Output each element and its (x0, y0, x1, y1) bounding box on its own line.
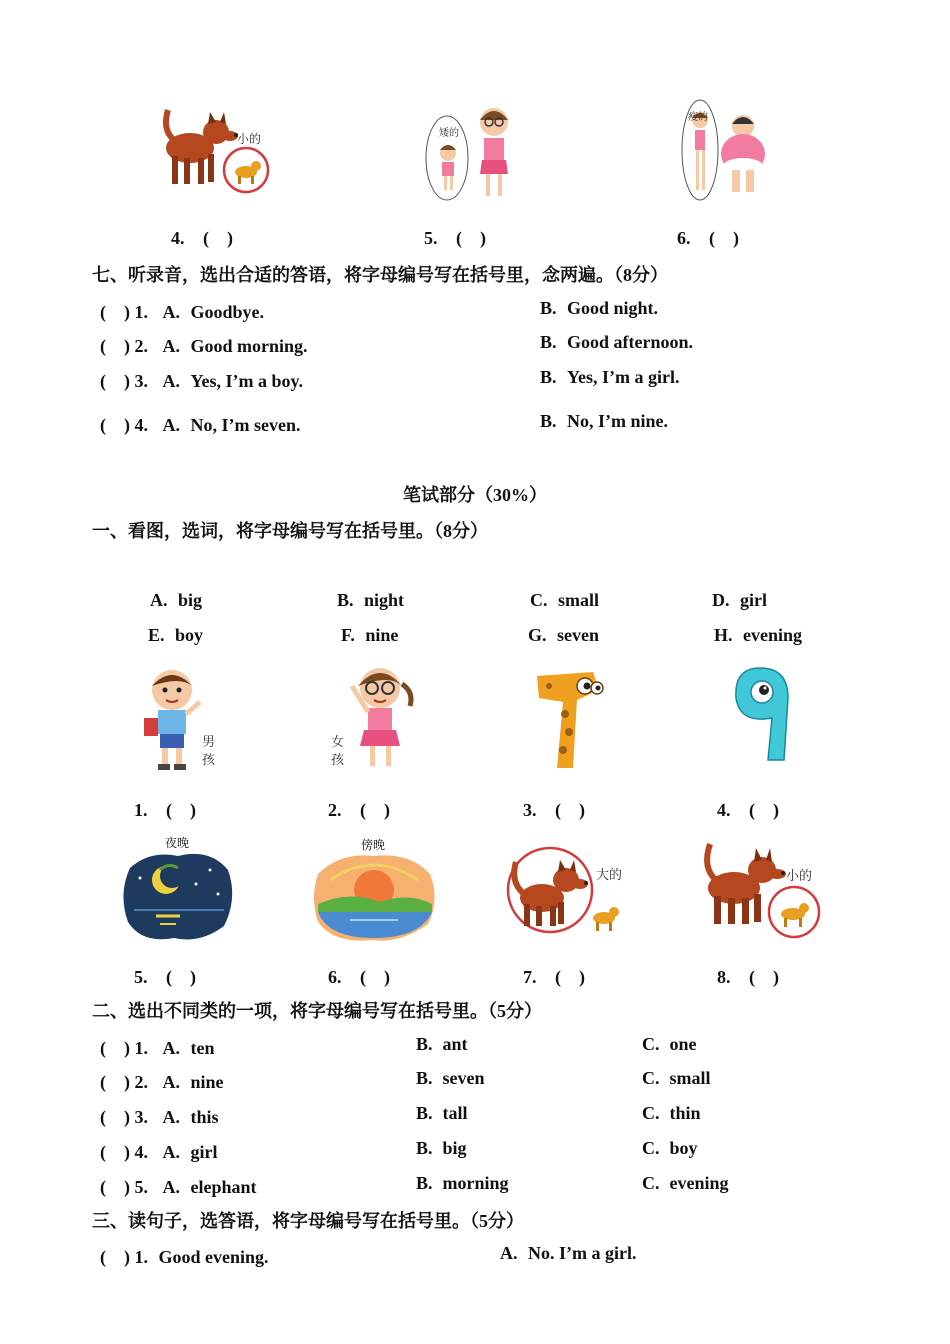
picture-item-1 (134, 796, 196, 822)
written-part-title: 笔试部分（30%） (403, 485, 547, 505)
option-letter: C. (642, 1173, 660, 1193)
picture-item-7 (523, 963, 585, 989)
part2-row-5-b (416, 1173, 509, 1194)
option-letter: A. (162, 1072, 180, 1092)
picture-caption: 傍晚 (361, 838, 386, 852)
evening-picture (310, 850, 438, 944)
picture-caption: 大的 (596, 868, 623, 883)
option-letter: G. (528, 625, 547, 645)
option-text: ten (190, 1038, 215, 1058)
part2-row-2-b (416, 1068, 485, 1089)
option-letter: C. (642, 1068, 660, 1088)
word-option-b (337, 590, 404, 611)
option-text: Goodbye. (190, 302, 265, 322)
word-option-a (150, 590, 202, 611)
option-letter: B. (416, 1103, 433, 1123)
picture-caption: 男孩 (202, 735, 216, 768)
part2-row-5 (100, 1173, 257, 1199)
answer-blank[interactable]: ( ) (555, 800, 585, 820)
short-girl-picture (422, 100, 522, 202)
item-number: 5. (424, 228, 438, 248)
item-number: 1. (134, 800, 148, 820)
option-text: evening (743, 625, 803, 645)
section7-row-2 (100, 332, 308, 358)
option-text: this (190, 1107, 219, 1127)
option-text: nine (365, 625, 399, 645)
option-letter: A. (162, 415, 180, 435)
option-text: ant (442, 1034, 468, 1054)
part2-title: 二、选出不同类的一项，将字母编号写在括号里。（5分） (92, 1001, 542, 1021)
part2-row-1 (100, 1034, 215, 1060)
dog-small-picture-2 (698, 834, 824, 940)
word-option-e (148, 625, 203, 646)
part2-row-1-b (416, 1034, 468, 1055)
option-letter: C. (642, 1034, 660, 1054)
picture-caption: 小的 (786, 869, 813, 884)
option-letter: B. (540, 367, 557, 387)
option-letter: A. (162, 302, 180, 322)
option-letter: F. (341, 625, 355, 645)
answer-blank[interactable]: ( ) (100, 415, 130, 435)
part2-row-3 (100, 1103, 219, 1129)
top-item-6 (677, 224, 739, 250)
item-number: 3. (134, 1107, 148, 1127)
section7-row-2-b (540, 332, 693, 353)
item-number: 1. (134, 302, 148, 322)
item-number: 2. (328, 800, 342, 820)
option-text: No, I’m seven. (190, 415, 301, 435)
option-letter: A. (162, 1142, 180, 1162)
answer-blank[interactable]: ( ) (360, 800, 390, 820)
option-text: No, I’m nine. (567, 411, 669, 431)
option-letter: B. (416, 1034, 433, 1054)
section7-row-4 (100, 411, 301, 437)
option-text: night (364, 590, 405, 610)
item-number: 3. (523, 800, 537, 820)
item-number: 3. (134, 371, 148, 391)
answer-blank[interactable]: ( ) (360, 967, 390, 987)
item-number: 2. (134, 336, 148, 356)
part2-row-1-c (642, 1034, 697, 1055)
option-letter: B. (416, 1138, 433, 1158)
picture-caption: 女孩 (331, 735, 345, 768)
picture-item-3 (523, 796, 585, 822)
option-letter: A. (162, 1107, 180, 1127)
answer-blank[interactable]: ( ) (100, 1072, 130, 1092)
answer-blank[interactable]: ( ) (555, 967, 585, 987)
answer-blank[interactable]: ( ) (100, 1038, 130, 1058)
picture-caption: 夜晚 (165, 836, 190, 850)
option-text: big (178, 590, 203, 610)
answer-blank[interactable]: ( ) (100, 336, 130, 356)
option-letter: A. (500, 1243, 518, 1263)
item-number: 1. (134, 1038, 148, 1058)
item-number: 2. (134, 1072, 148, 1092)
item-number: 1. (134, 1247, 148, 1267)
item-number: 5. (134, 967, 148, 987)
part2-row-2 (100, 1068, 224, 1094)
picture-item-5 (134, 963, 196, 989)
item-number: 6. (677, 228, 691, 248)
answer-blank[interactable]: ( ) (100, 1107, 130, 1127)
picture-caption: 瘦的 (688, 112, 708, 123)
answer-blank[interactable]: ( ) (100, 1247, 130, 1267)
option-text: evening (669, 1173, 729, 1193)
option-text: elephant (190, 1177, 257, 1197)
option-letter: H. (714, 625, 733, 645)
item-number: 6. (328, 967, 342, 987)
picture-caption: 小的 (237, 132, 262, 146)
option-letter: C. (642, 1103, 660, 1123)
dog-small-picture (158, 100, 273, 195)
part2-row-2-c (642, 1068, 711, 1089)
top-item-4 (171, 224, 233, 250)
option-text: Good night. (567, 298, 659, 318)
item-number: 8. (717, 967, 731, 987)
part2-row-4 (100, 1138, 218, 1164)
word-option-h (714, 625, 802, 646)
answer-blank[interactable]: ( ) (100, 302, 130, 322)
option-letter: C. (642, 1138, 660, 1158)
picture-item-8 (717, 963, 779, 989)
word-option-c (530, 590, 599, 611)
answer-blank[interactable]: ( ) (100, 1142, 130, 1162)
option-letter: B. (416, 1068, 433, 1088)
section7-row-1 (100, 298, 264, 324)
option-text: thin (669, 1103, 701, 1123)
option-text: No. I’m a girl. (528, 1243, 637, 1263)
option-text: boy (175, 625, 204, 645)
option-text: morning (442, 1173, 509, 1193)
word-option-f (341, 625, 398, 646)
part2-row-4-c (642, 1138, 698, 1159)
option-letter: E. (148, 625, 165, 645)
option-letter: A. (162, 371, 180, 391)
item-number: 7. (523, 967, 537, 987)
item-number: 5. (134, 1177, 148, 1197)
item-number: 4. (717, 800, 731, 820)
question-text: Good evening. (158, 1247, 269, 1267)
section7-row-3-b (540, 367, 680, 388)
answer-blank[interactable]: ( ) (166, 800, 196, 820)
picture-item-6 (328, 963, 390, 989)
answer-blank[interactable]: ( ) (749, 800, 779, 820)
option-text: boy (669, 1138, 698, 1158)
giraffe-seven-picture (533, 668, 605, 772)
option-letter: B. (416, 1173, 433, 1193)
dog-big-picture (506, 842, 626, 938)
picture-item-4 (717, 796, 779, 822)
nine-picture (730, 664, 792, 764)
word-option-g (528, 625, 599, 646)
picture-item-2 (328, 796, 390, 822)
option-text: Yes, I’m a girl. (567, 367, 680, 387)
option-text: small (669, 1068, 711, 1088)
option-letter: A. (162, 336, 180, 356)
option-text: Good afternoon. (567, 332, 694, 352)
option-letter: A. (162, 1177, 180, 1197)
part2-row-3-b (416, 1103, 468, 1124)
part2-row-4-b (416, 1138, 467, 1159)
answer-blank[interactable]: ( ) (709, 228, 739, 248)
option-letter: C. (530, 590, 548, 610)
option-letter: B. (540, 332, 557, 352)
option-text: small (558, 590, 600, 610)
section7-row-3 (100, 367, 303, 393)
option-text: Yes, I’m a boy. (190, 371, 304, 391)
answer-blank[interactable]: ( ) (456, 228, 486, 248)
answer-blank[interactable]: ( ) (203, 228, 233, 248)
item-number: 4. (134, 1142, 148, 1162)
option-text: tall (442, 1103, 468, 1123)
option-letter: A. (150, 590, 168, 610)
option-letter: B. (540, 411, 557, 431)
item-number: 4. (171, 228, 185, 248)
girl-picture (340, 662, 416, 774)
part2-row-3-c (642, 1103, 701, 1124)
top-item-5 (424, 224, 486, 250)
answer-blank[interactable]: ( ) (749, 967, 779, 987)
night-picture (120, 848, 236, 944)
option-letter: B. (540, 298, 557, 318)
option-text: Good morning. (190, 336, 308, 356)
option-text: one (669, 1034, 697, 1054)
answer-blank[interactable]: ( ) (166, 967, 196, 987)
option-letter: B. (337, 590, 354, 610)
option-text: nine (190, 1072, 224, 1092)
part1-title: 一、看图，选词，将字母编号写在括号里。（8分） (92, 521, 488, 541)
section7-row-1-b (540, 298, 658, 319)
section7-title: 七、听录音，选出合适的答语，将字母编号写在括号里，念两遍。（8分） (92, 265, 668, 285)
option-text: seven (442, 1068, 485, 1088)
item-number: 4. (134, 415, 148, 435)
part3-row-1-answer (500, 1243, 636, 1264)
option-text: girl (740, 590, 767, 610)
part3-title: 三、读句子，选答语，将字母编号写在括号里。（5分） (92, 1211, 524, 1231)
option-letter: A. (162, 1038, 180, 1058)
section7-row-4-b (540, 411, 668, 432)
option-text: seven (557, 625, 600, 645)
option-letter: D. (712, 590, 730, 610)
answer-blank[interactable]: ( ) (100, 371, 130, 391)
picture-caption: 矮的 (439, 128, 459, 139)
part2-row-5-c (642, 1173, 729, 1194)
part3-row-1 (100, 1243, 269, 1269)
option-text: big (442, 1138, 467, 1158)
word-option-d (712, 590, 767, 611)
answer-blank[interactable]: ( ) (100, 1177, 130, 1197)
option-text: girl (190, 1142, 218, 1162)
